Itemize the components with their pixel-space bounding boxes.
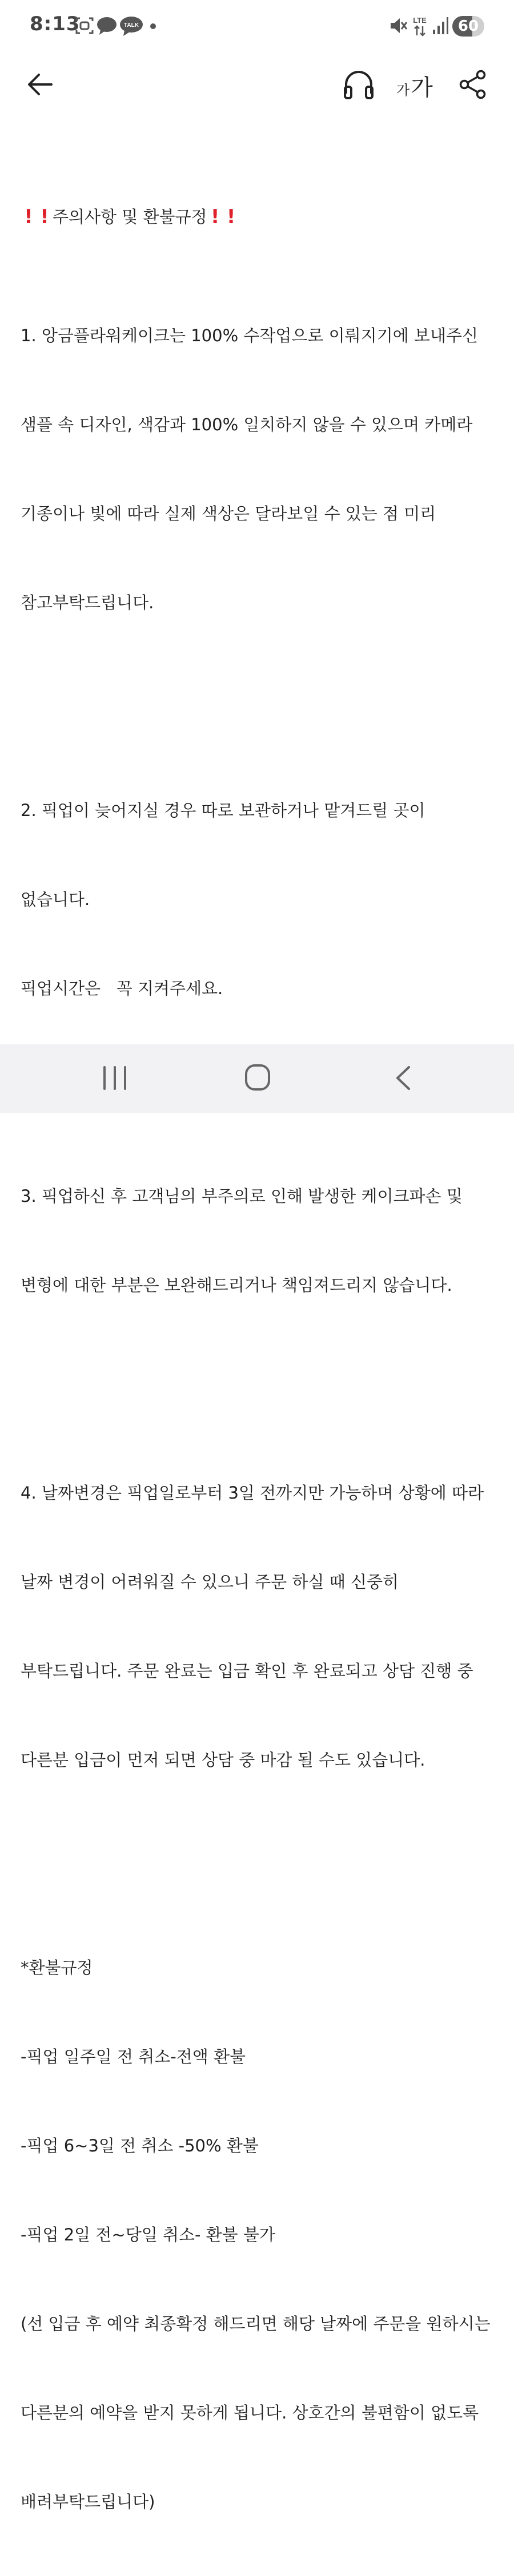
refund-line: -픽업 일주일 전 취소-전액 환불 xyxy=(21,2047,246,2066)
notification-dot-icon xyxy=(150,23,156,30)
notice-line: 2. 픽업이 늦어지실 경우 따로 보관하거나 맡겨드릴 곳이 xyxy=(21,801,425,820)
system-nav-bar xyxy=(0,1044,514,1113)
refund-line: 다른분의 예약을 받지 못하게 됩니다. 상호간의 불편함이 없도록 xyxy=(21,2403,479,2422)
lte-signal-icon xyxy=(410,15,429,38)
spacer xyxy=(21,1359,495,1389)
status-bar xyxy=(0,0,514,53)
notice-line: 참고부탁드립니다. xyxy=(21,593,154,612)
back-nav-icon[interactable] xyxy=(393,1065,412,1091)
notice-line: 다른분 입금이 먼저 되면 상담 중 마감 될 수도 있습니다. xyxy=(21,1750,425,1770)
notice-content xyxy=(21,143,495,2576)
font-size-large-label: 가 xyxy=(411,75,433,101)
headphones-icon[interactable] xyxy=(343,67,375,100)
notice-line: 부탁드립니다. 주문 완료는 입금 확인 후 완료되고 상담 진행 중 xyxy=(21,1661,473,1681)
app-bar xyxy=(0,53,514,115)
screenshot-icon xyxy=(75,16,94,35)
notice-line: 없습니다. xyxy=(21,890,90,909)
signal-strength-icon xyxy=(432,16,449,35)
exclamation-icon: ! xyxy=(24,205,33,228)
spacer xyxy=(21,1834,495,1864)
refund-heading: *환불규정 xyxy=(21,1958,93,1977)
notice-line: 변형에 대한 부분은 보완해드리거나 책임져드리지 않습니다. xyxy=(21,1275,452,1295)
network-label: LTE xyxy=(413,16,427,25)
notice-line: 샘플 속 디자인, 색감과 100% 일치하지 않을 수 있으며 카메라 xyxy=(21,415,473,434)
notice-line: 3. 픽업하신 후 고객님의 부주의로 인해 발생한 케이크파손 및 xyxy=(21,1186,463,1206)
notice-line: 4. 날짜변경은 픽업일로부터 3일 전까지만 가능하며 상황에 따라 xyxy=(21,1483,484,1503)
refund-line: -픽업 6~3일 전 취소 -50% 환불 xyxy=(21,2136,259,2155)
notice-title-row xyxy=(21,202,495,232)
refund-line: 배려부탁드립니다) xyxy=(21,2492,155,2512)
exclamation-icon: ! xyxy=(226,205,236,228)
font-size-small-label: 가 xyxy=(396,82,410,98)
kakaotalk-icon xyxy=(119,16,144,37)
message-bubble-icon xyxy=(96,16,118,35)
notice-title: 주의사항 및 환불규정 xyxy=(53,207,207,227)
mute-icon xyxy=(388,16,408,35)
notice-line: 1. 앙금플라워케이크는 100% 수작업으로 이뤄지기에 보내주신 xyxy=(21,326,478,345)
notice-line: 날짜 변경이 어려워질 수 있으니 주문 하실 때 신중히 xyxy=(21,1572,399,1592)
home-icon[interactable] xyxy=(244,1064,271,1091)
font-size-button[interactable] xyxy=(396,68,433,100)
battery-level: 60 xyxy=(457,18,479,35)
recent-apps-icon[interactable] xyxy=(102,1065,128,1091)
refund-line: -픽업 2일 전~당일 취소- 환불 불가 xyxy=(21,2225,275,2244)
exclamation-icon: ! xyxy=(40,205,49,228)
talk-badge: TALK xyxy=(124,22,139,29)
spacer xyxy=(21,677,495,706)
share-icon[interactable] xyxy=(459,70,487,99)
refund-line: (선 입금 후 예약 최종확정 해드리면 해당 날짜에 주문을 원하시는 xyxy=(21,2314,491,2333)
back-arrow-icon[interactable] xyxy=(25,70,55,99)
battery-indicator xyxy=(452,16,484,37)
notice-line: 픽업시간은 꼭 지켜주세요. xyxy=(21,979,223,998)
exclamation-icon: ! xyxy=(210,205,220,228)
notice-line: 기종이나 빛에 따라 실제 색상은 달라보일 수 있는 점 미리 xyxy=(21,504,436,523)
status-time: 8:13 xyxy=(30,13,81,35)
